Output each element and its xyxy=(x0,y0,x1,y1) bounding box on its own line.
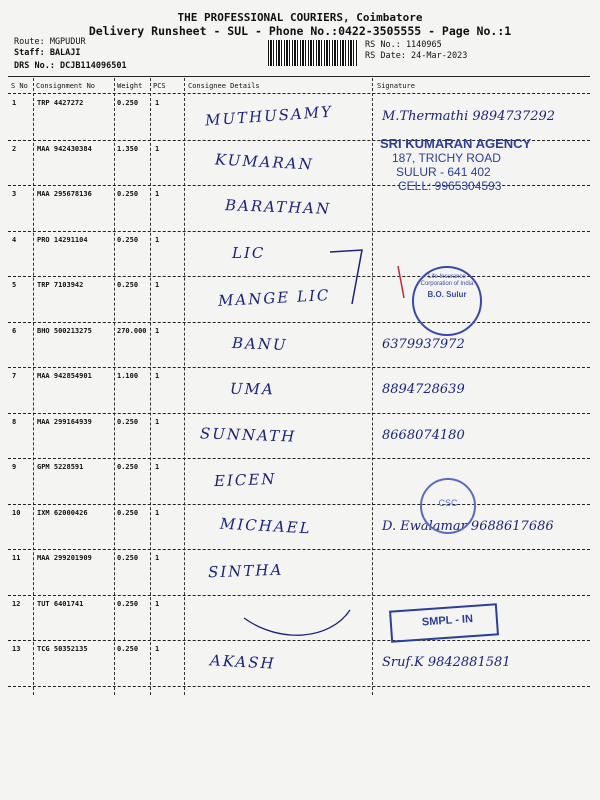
row-pcs: 1 xyxy=(155,281,160,289)
row-divider xyxy=(8,322,590,323)
row-weight: 0.250 xyxy=(117,599,139,608)
row-sno: 12 xyxy=(12,599,21,608)
row-consignee-handwritten: SUNNATH xyxy=(199,423,297,446)
row-consignee-handwritten: UMA xyxy=(229,379,275,399)
row-pcs: 1 xyxy=(155,417,160,426)
runsheet-subtitle: Delivery Runsheet - SUL - Phone No.:0422-3505555 - Page No.:1 xyxy=(88,24,512,38)
col-divider xyxy=(114,78,115,695)
row-pcs: 1 xyxy=(155,645,160,653)
row-consignment-no: MAA 299164939 xyxy=(37,417,92,426)
row-consignment-no: TCG 50352135 xyxy=(37,645,88,653)
row-sno: 3 xyxy=(12,190,17,198)
row-divider xyxy=(8,504,590,505)
row-sno: 9 xyxy=(12,463,17,471)
agency-city: SULUR - 641 402 xyxy=(396,165,491,179)
row-sno: 7 xyxy=(12,372,17,380)
staff-label: Staff: BALAJI xyxy=(14,48,81,58)
row-pcs: 1 xyxy=(155,372,160,380)
row-signature: D. Ewalamar 9688617686 xyxy=(382,518,554,534)
row-divider xyxy=(8,276,590,277)
col-consignment: Consignment No xyxy=(36,82,96,90)
row-consignment-no: PRO 14291104 xyxy=(37,235,88,244)
row-consignment-no: MAA 299201909 xyxy=(37,554,92,562)
row-consignment-no: TUT 6401741 xyxy=(37,599,84,608)
lic-stamp-text: Life Insurance Corporation of India xyxy=(420,274,474,287)
route-label: Route: MGPUDUR xyxy=(14,37,86,47)
company-title: THE PROFESSIONAL COURIERS, Coimbatore xyxy=(177,11,423,24)
row-pcs: 1 xyxy=(155,144,160,153)
agency-name: SRI KUMARAN AGENCY xyxy=(380,136,532,151)
row-divider xyxy=(8,595,590,596)
row-weight: 0.250 xyxy=(117,99,139,107)
rs-number: RS No.: 1140965 xyxy=(365,40,442,50)
agency-cell: CELL: 9965304593 xyxy=(398,179,502,193)
row-weight: 0.250 xyxy=(117,417,139,426)
row-pcs: 1 xyxy=(155,99,160,107)
row-weight: 0.250 xyxy=(117,508,139,517)
row-consignee-handwritten: EICEN xyxy=(213,469,277,491)
row-divider xyxy=(8,413,590,414)
row-consignment-no: MAA 942854901 xyxy=(37,372,92,380)
row-consignee-handwritten: MUTHUSAMY xyxy=(204,102,334,130)
row-consignee-handwritten: MICHAEL xyxy=(219,514,313,537)
row-divider xyxy=(8,367,590,368)
row-sno: 4 xyxy=(12,235,17,244)
row-sno: 8 xyxy=(12,417,17,426)
row-sno: 1 xyxy=(12,99,17,107)
rs-date: RS Date: 24-Mar-2023 xyxy=(365,51,468,61)
row-pcs: 1 xyxy=(155,463,160,471)
row-divider xyxy=(8,686,590,687)
row-weight: 1.100 xyxy=(117,372,139,380)
smpl-stamp xyxy=(389,603,499,642)
barcode xyxy=(268,40,358,66)
smpl-stamp-text: SMPL - IN xyxy=(421,612,474,629)
row-signature: 8668074180 xyxy=(382,427,465,443)
row-divider xyxy=(8,549,590,550)
row-consignee-handwritten: BANU xyxy=(231,333,288,354)
row-sno: 6 xyxy=(12,326,17,335)
courier-round-stamp: CSC xyxy=(420,478,476,534)
row-divider xyxy=(8,231,590,232)
row-consignee-handwritten: LIC xyxy=(232,243,266,262)
row-sno: 11 xyxy=(12,554,21,562)
col-signature: Signature xyxy=(377,82,415,90)
row-consignment-no: TRP 7103942 xyxy=(37,281,84,289)
row-consignment-no: GPM 5228591 xyxy=(37,463,84,471)
row-consignee-handwritten: SINTHA xyxy=(207,560,284,582)
row-pcs: 1 xyxy=(155,326,160,335)
row-sno: 5 xyxy=(12,281,17,289)
row-consignment-no: BHO 500213275 xyxy=(37,326,92,335)
col-consignee: Consignee Details xyxy=(188,82,260,90)
row-pcs: 1 xyxy=(155,508,160,517)
row-pcs: 1 xyxy=(155,235,160,244)
agency-stamp xyxy=(380,136,550,194)
row-consignee-handwritten: AKASH xyxy=(209,651,277,673)
header-bottom-rule xyxy=(8,93,590,94)
row-sno: 2 xyxy=(12,144,17,153)
row-signature: Sruf.K 9842881581 xyxy=(382,655,511,670)
lic-stamp xyxy=(412,266,482,336)
row-weight: 0.250 xyxy=(117,190,139,198)
row-weight: 0.250 xyxy=(117,554,139,562)
handwritten-scribble xyxy=(300,246,420,306)
row-weight: 0.250 xyxy=(117,645,139,653)
row-consignment-no: IXM 62000426 xyxy=(37,508,88,517)
row-weight: 1.350 xyxy=(117,144,139,153)
row-weight: 0.250 xyxy=(117,235,139,244)
row-signature: 6379937972 xyxy=(382,336,465,352)
agency-address: 187, TRICHY ROAD xyxy=(392,151,501,165)
drs-label: DRS No.: DCJB114096501 xyxy=(14,61,127,71)
row-pcs: 1 xyxy=(155,599,160,608)
row-signature: 8894728639 xyxy=(382,382,465,397)
row-consignment-no: TRP 4427272 xyxy=(37,99,84,107)
row-divider xyxy=(8,458,590,459)
row-consignee-handwritten: BARATHAN xyxy=(224,196,332,218)
col-divider xyxy=(372,78,373,695)
row-consignee-handwritten: MANGE LIC xyxy=(217,286,331,310)
row-consignment-no: MAA 295678136 xyxy=(37,190,92,198)
row-consignee-handwritten: KUMARAN xyxy=(214,149,315,174)
lic-stamp-center: B.O. Sulur xyxy=(427,290,467,299)
col-divider xyxy=(33,78,34,695)
col-divider xyxy=(150,78,151,695)
col-sno: S No xyxy=(11,82,28,90)
row-sno: 10 xyxy=(12,508,21,517)
col-pcs: PCS xyxy=(153,82,166,90)
col-weight: Weight xyxy=(117,82,143,90)
row-consignment-no: MAA 942430384 xyxy=(37,144,92,153)
row-pcs: 1 xyxy=(155,554,160,562)
row-weight: 0.250 xyxy=(117,281,139,289)
row-pcs: 1 xyxy=(155,190,160,198)
row-sno: 13 xyxy=(12,645,21,653)
handwritten-scribble xyxy=(240,600,360,650)
row-weight: 270.000 xyxy=(117,326,147,335)
row-weight: 0.250 xyxy=(117,463,139,471)
header-top-rule xyxy=(8,76,590,77)
row-signature: M.Thermathi 9894737292 xyxy=(382,109,556,124)
col-divider xyxy=(184,78,185,695)
